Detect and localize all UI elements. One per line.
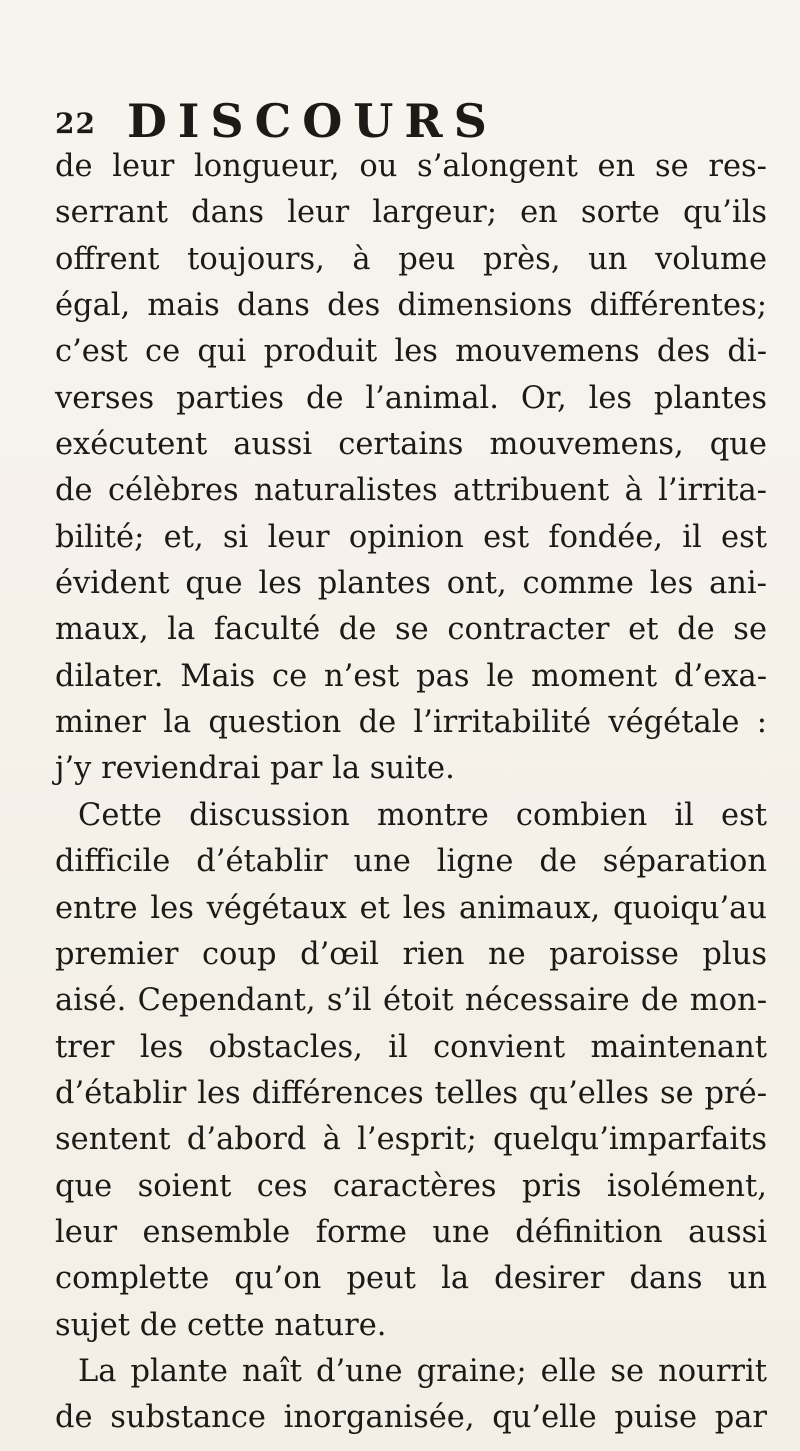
text-line-19: aisé. Cependant, s’il étoit nécessaire de mon- — [55, 983, 767, 1019]
text-line-20: trer les obstacles, il convient maintenant — [55, 1029, 767, 1065]
body-text — [55, 144, 767, 1442]
text-line-21: d’établir les différences telles qu’elles se pré- — [55, 1075, 767, 1111]
text-line-8: de célèbres naturalistes attribuent à l’irrita- — [55, 473, 767, 509]
text-line-23: que soient ces caractères pris isolément, — [55, 1168, 767, 1204]
text-line-26: sujet de cette nature. — [55, 1307, 387, 1343]
text-line-25: complette qu’on peut la desirer dans un — [55, 1261, 767, 1297]
text-line-7: exécutent aussi certains mouvemens, que — [55, 427, 767, 463]
text-line-12: dilater. Mais ce n’est pas le moment d’exa- — [55, 658, 767, 694]
text-line-27: La plante naît d’une graine; elle se nourrit — [78, 1353, 767, 1389]
text-line-4: égal, mais dans des dimensions différentes; — [55, 288, 767, 324]
running-title: DISCOURS — [127, 94, 498, 148]
text-line-11: maux, la faculté de se contracter et de se — [55, 612, 767, 648]
text-line-6: verses parties de l’animal. Or, les plantes — [55, 380, 767, 416]
text-line-5: c’est ce qui produit les mouvemens des di- — [55, 334, 767, 370]
text-line-22: sentent d’abord à l’esprit; quelqu’imparfaits — [55, 1122, 767, 1158]
running-head — [55, 96, 760, 146]
text-line-2: serrant dans leur largeur; en sorte qu’ils — [55, 195, 767, 231]
text-line-9: bilité; et, si leur opinion est fondée, il est — [55, 519, 767, 555]
text-line-15: Cette discussion montre combien il est — [78, 797, 767, 833]
text-line-14: j’y reviendrai par la suite. — [55, 751, 455, 787]
text-line-18: premier coup d’œil rien ne paroisse plus — [55, 936, 767, 972]
page-number: 22 — [55, 107, 96, 140]
text-line-28: de substance inorganisée, qu’elle puise par — [55, 1400, 767, 1436]
text-line-24: leur ensemble forme une définition aussi — [55, 1214, 767, 1250]
text-line-3: offrent toujours, à peu près, un volume — [55, 241, 767, 277]
text-line-13: miner la question de l’irritabilité végétale : — [55, 705, 767, 741]
text-line-17: entre les végétaux et les animaux, quoiqu’au — [55, 890, 767, 926]
text-line-16: difficile d’établir une ligne de séparation — [55, 844, 767, 880]
text-line-10: évident que les plantes ont, comme les ani- — [55, 566, 767, 602]
text-line-1: de leur longueur, ou s’alongent en se res- — [55, 149, 767, 184]
